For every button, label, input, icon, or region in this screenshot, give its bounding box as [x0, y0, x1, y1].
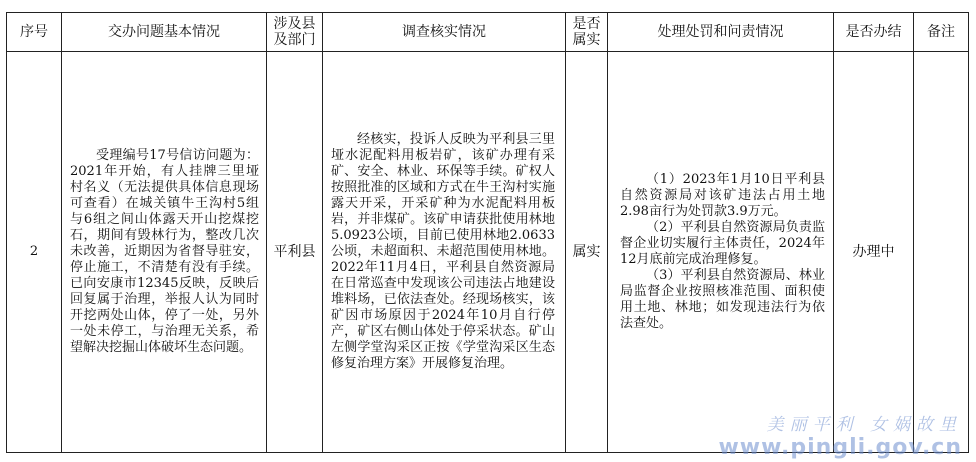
site-watermark [718, 410, 962, 460]
header-verified-label: 是否属实 [572, 16, 601, 48]
row-remark [914, 52, 969, 453]
watermark-title: 美丽平利 女娲故里 [766, 415, 962, 435]
row-index: 2 [7, 52, 62, 453]
row-closed: 办理中 [834, 52, 914, 453]
case-table [6, 12, 969, 453]
row-complaint [62, 52, 267, 453]
header-remark: 备注 [914, 13, 969, 52]
row-handling [608, 52, 834, 453]
row-verified: 属实 [566, 52, 608, 453]
handling-item-2: （2）平利县自然资源局负责监督企业切实履行主体责任，2024年12月底前完成治理修复。 [620, 220, 825, 267]
survey-text: 经核实，投诉人反映为平利县三里垭水泥配料用板岩矿，该矿办理有采矿、安全、林业、环保等手续。矿权人按照批准的区域和方式在牛王沟村实施露天开采，开采矿种为水泥配料用板岩，并非煤矿。该矿申请获批使用林地5.0923公顷，目前已使用林地2.0633公顷，未超面积、未超范围使用林地。2022年11月4日，平利县自然资源局在日常巡查中发现该公司违法占地建设堆料场，已依法查处。经现场核实，该矿因市场原因于2024年10月自行停产，矿区右侧山体处于停采状态。矿山左侧学堂沟采区正按《学堂沟采区生态修复治理方案》开展修复治理。 [331, 132, 555, 371]
table-row [7, 52, 969, 453]
row-survey [323, 52, 566, 453]
row-dept: 平利县 [267, 52, 323, 453]
header-survey: 调查核实情况 [323, 13, 566, 52]
header-handling: 处理处罚和问责情况 [608, 13, 834, 52]
complaint-text: 受理编号17号信访问题为：2021年开始，有人挂牌三里垭村名义（无法提供具体信息现场可查看）在城关镇牛王沟村5组与6组之间山体露天开山挖煤挖石，期间有毁林行为，整改几次未改善，近期因为省督导驻安，停止施工，不清楚有没有手续。已向安康市12345反映，反映后回复属于治理，举报人认为同时开挖两处山体，停了一处，另外一处未停工，与治理无关系，希望解决挖掘山体破坏生态问题。 [70, 148, 259, 355]
header-dept-label: 涉及县及部门 [273, 16, 316, 48]
handling-item-3: （3）平利县自然资源局、林业局监督企业按照核准范围、面积使用土地、林地；如发现违法行为依法查处。 [620, 268, 825, 331]
header-complaint: 交办问题基本情况 [62, 13, 267, 52]
header-closed: 是否办结 [834, 13, 914, 52]
handling-item-1: （1）2023年1月10日平利县自然资源局对该矿违法占用土地2.98亩行为处罚款3.9万元。 [620, 172, 825, 219]
header-verified [566, 13, 608, 52]
header-index: 序号 [7, 13, 62, 52]
header-row [7, 13, 969, 52]
header-dept [267, 13, 323, 52]
watermark-url: www.pingli.gov.cn [718, 435, 962, 460]
